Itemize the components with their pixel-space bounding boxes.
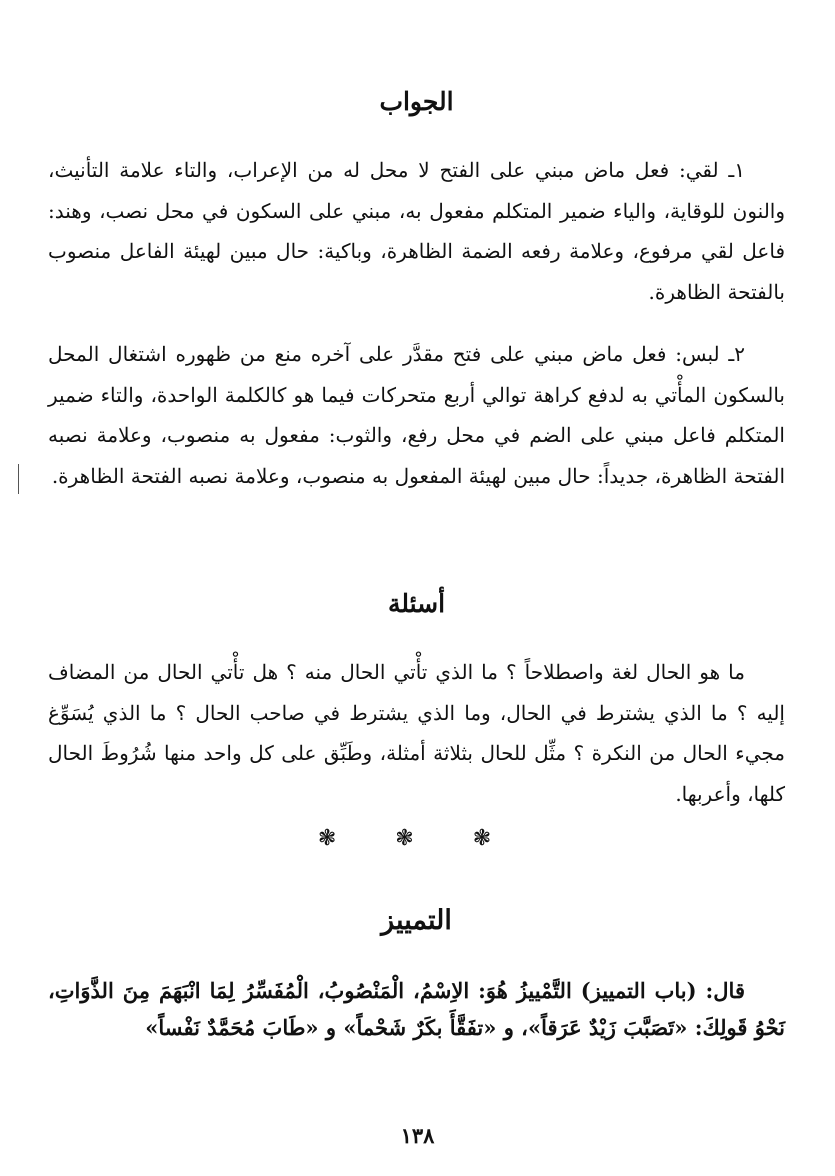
answer-paragraph-1-block [48,150,785,312]
tamyeez-heading: التمييز [381,905,452,936]
answer-heading: الجواب [379,87,454,116]
answer-paragraph-2-block [48,334,785,496]
questions-heading: أسئلة [387,589,446,618]
questions-section [48,588,785,620]
questions-block [48,652,785,814]
tamyeez-paragraph: قال: (باب التمييز) التَّمْييزُ هُوَ: الاِسْمُ، الْمَنْصُوبُ، الْمُفَسِّرُ لِمَا انْبَهَمَ مِنَ الذَّوَاتِ، نَحْوُ قَولِكَ: «تَصَبَّبَ زَيْدٌ عَرَقاً»، و «تفَقَّأَ بكَرٌ شَحْماً» و «طَابَ مُحَمَّدٌ نَفْساً» [48,978,785,1040]
answer-section [48,86,785,118]
tamyeez-section [48,905,785,937]
margin-mark [18,464,21,494]
answer-paragraph-2: ٢ـ لبس: فعل ماض مبني على فتح مقدَّر على آخره منع من ظهوره اشتغال المحل بالسكون المأْتي به لدفع كراهة توالي أربع متحركات فيما هو كالكلمة الواحدة، والتاء ضمير المتكلم فاعل مبني على الضم في محل رفع، والثوب: مفعول به منصوب، وعلامة نصبه الفتحة الظاهرة، جديداً: حال مبين لهيئة المفعول به منصوب، وعلامة نصبه الفتحة الظاهرة. [48,342,785,488]
section-separator: ❃ ❃ ❃ [317,826,518,851]
tamyeez-block [48,972,785,1046]
questions-paragraph: ما هو الحال لغة واصطلاحاً ؟ ما الذي تأْتي الحال منه ؟ هل تأْتي الحال من المضاف إليه ؟ ما الذي يشترط في الحال، وما الذي يشترط في صاحب الحال ؟ ما الذي يُسَوِّغ مجيء الحال من النكرة ؟ مثِّل للحال بثلاثة أمثلة، وطَبِّق على كل واحد منها شُرُوطَ الحال كلها، وأعربها. [48,660,785,806]
page-number: ١٣٨ [400,1123,435,1148]
answer-paragraph-1: ١ـ لقي: فعل ماض مبني على الفتح لا محل له من الإعراب، والتاء علامة التأنيث، والنون للوقاية، والياء ضمير المتكلم مفعول به، مبني على السكون في محل نصب، وهند: فاعل لقي مرفوع، وعلامة رفعه الضمة الظاهرة، وباكية: حال مبين لهيئة الفاعل منصوب بالفتحة الظاهرة. [48,158,785,304]
